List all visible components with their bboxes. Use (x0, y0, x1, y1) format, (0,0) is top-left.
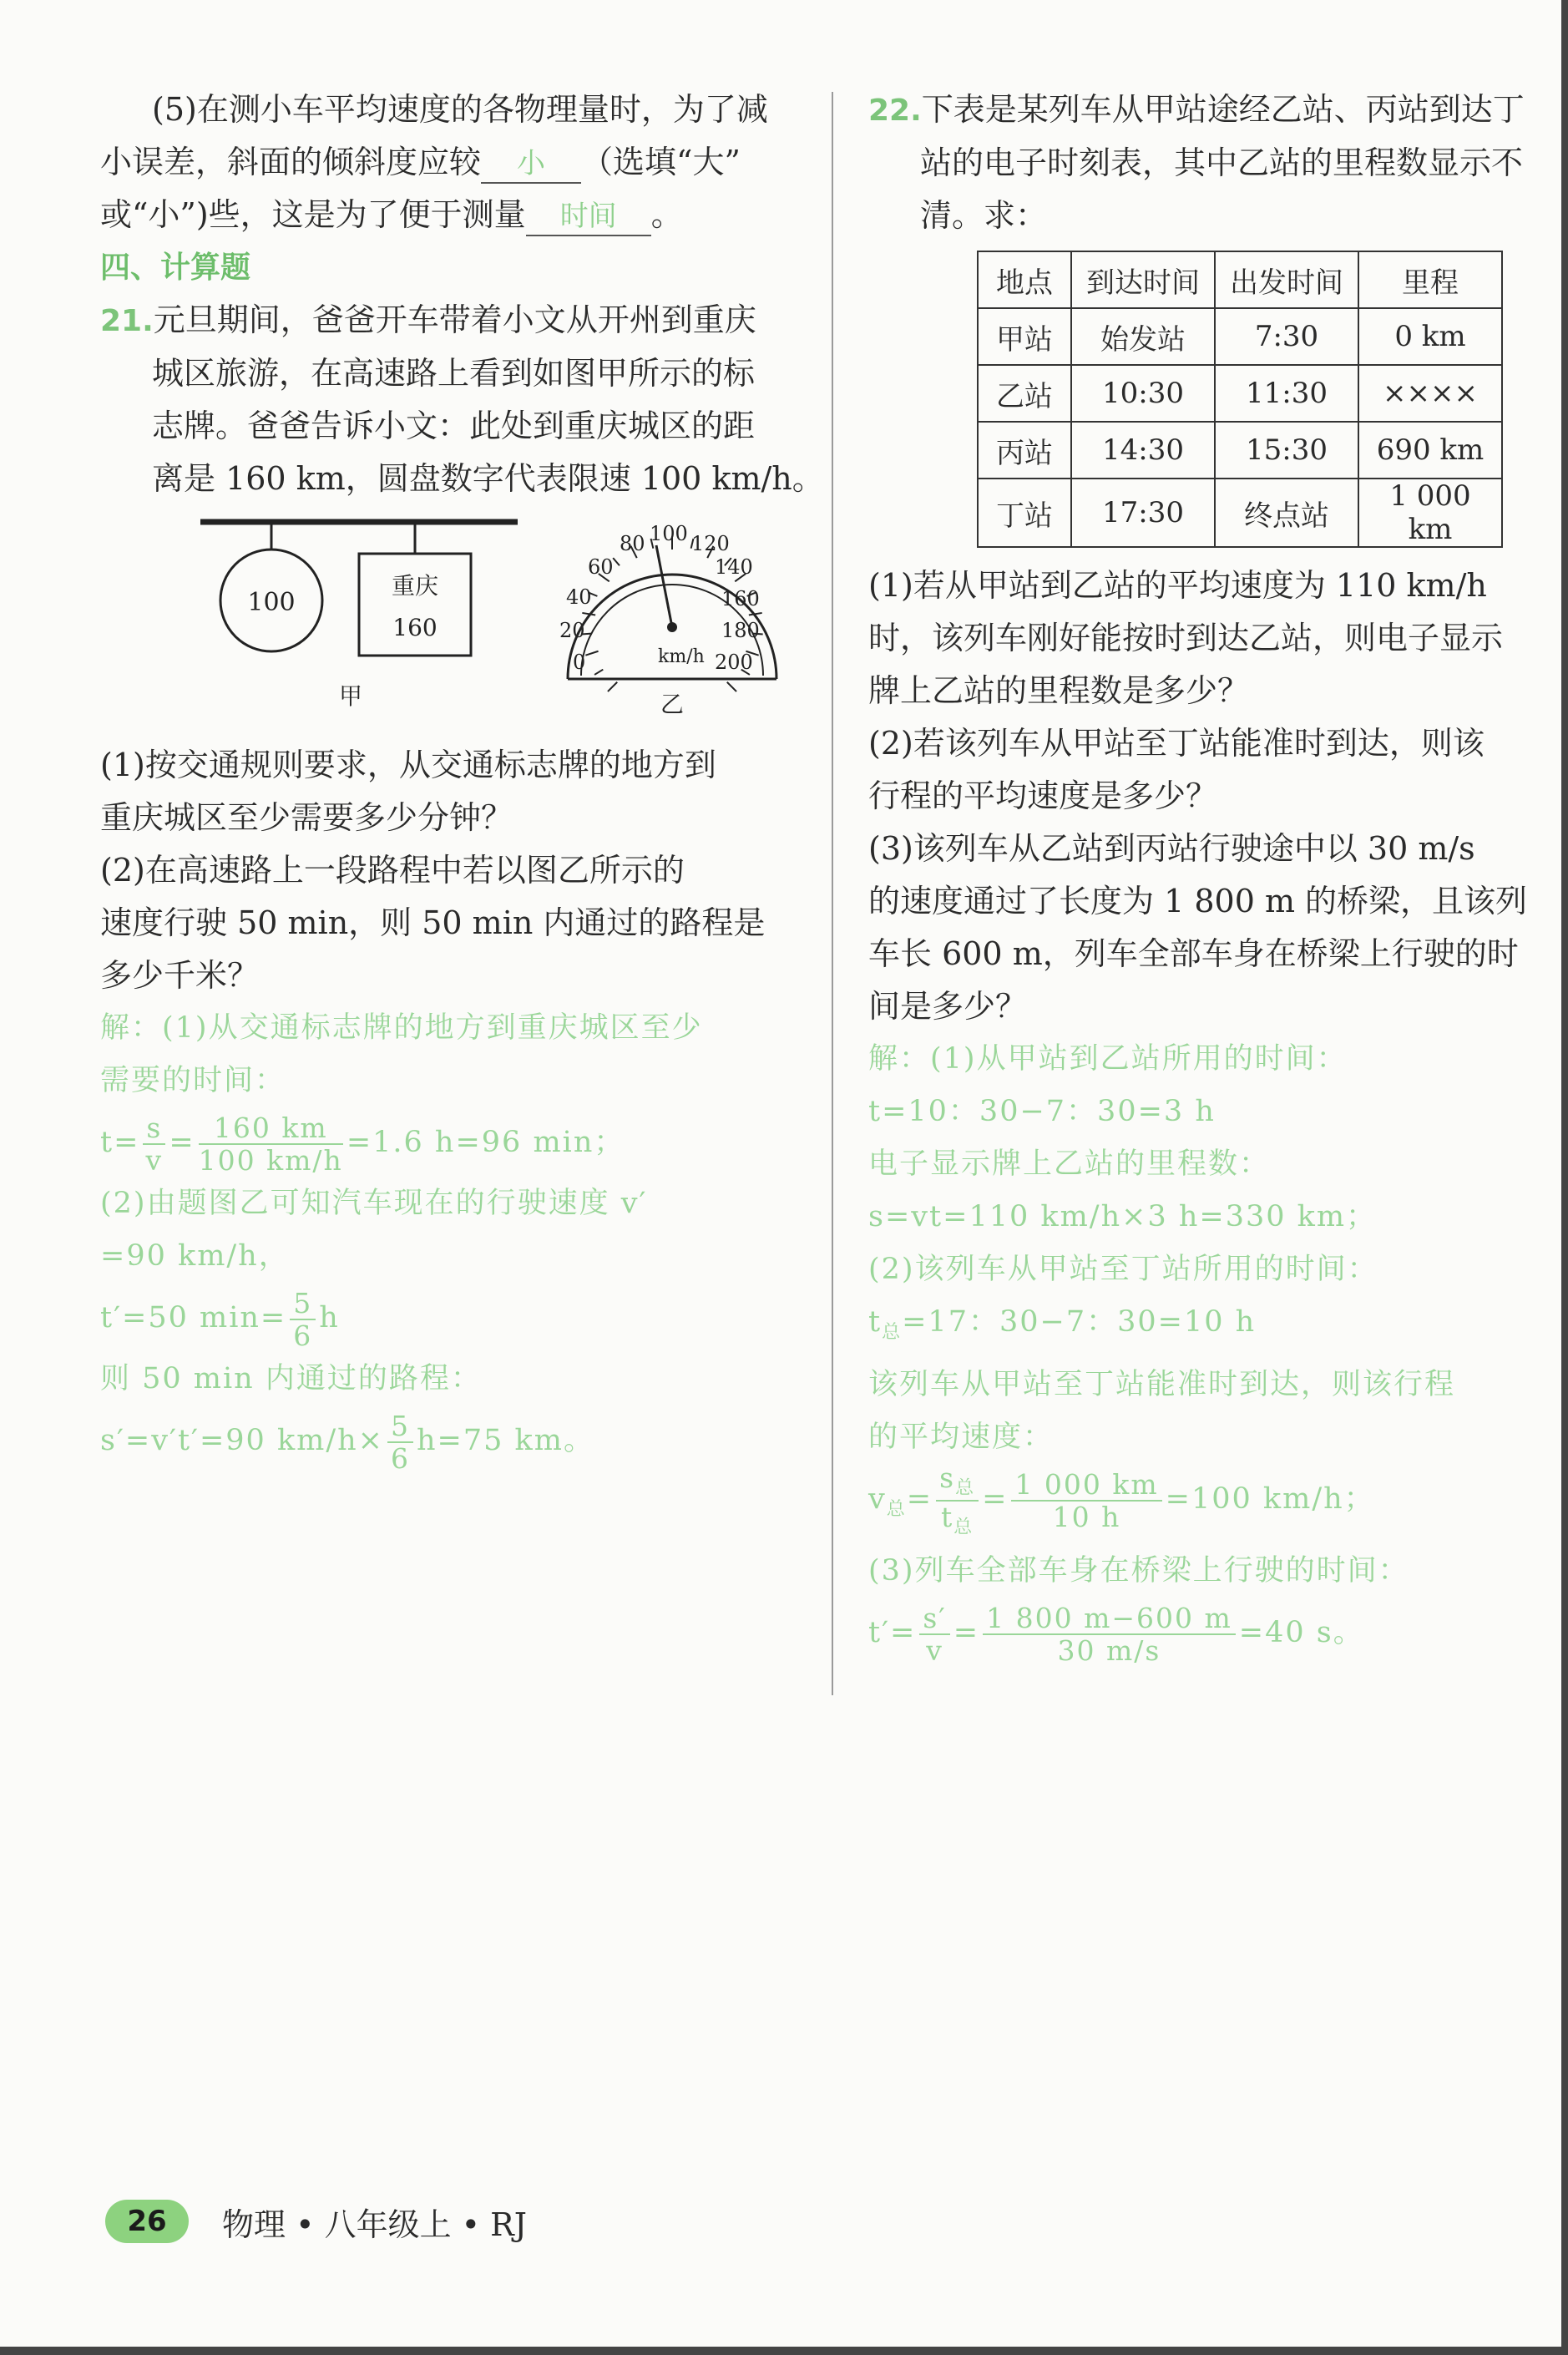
q21-answer-formula2 (100, 1283, 810, 1353)
q22-line1 (868, 84, 1568, 137)
q22-sub7: 的速度通过了长度为 1 800 m 的桥梁，且该列 (868, 883, 1528, 919)
subscript-total: 总 (882, 1322, 903, 1343)
q21-figure (100, 512, 810, 729)
q21-sub2: 重庆城区至少需要多少分钟？ (100, 799, 513, 836)
q22-sub3: 牌上乙站的里程数是多少？ (868, 672, 1250, 709)
q21-answer-line4: =90 km/h， (100, 1239, 290, 1273)
table-row (978, 422, 1502, 479)
table-cell: 乙站 (978, 365, 1071, 422)
frac-den: v (145, 1143, 164, 1177)
q22-answer-line2: t=10：30−7：30=3 h (868, 1095, 1216, 1128)
formula2-lhs: t′=50 min= (100, 1301, 287, 1334)
gauge-label-100: 100 (650, 522, 688, 545)
table-row (978, 479, 1502, 547)
gauge-label-120: 120 (691, 532, 730, 555)
table-cell: ×××× (1358, 365, 1502, 422)
q5-line3 (100, 189, 810, 241)
table-header: 地点 (978, 251, 1071, 308)
table-cell: 15:30 (1215, 422, 1358, 479)
frac-den: 6 (293, 1319, 313, 1352)
q22-answer-line4: s=vt=110 km/h×3 h=330 km； (868, 1200, 1378, 1233)
gauge-label-180: 180 (721, 619, 760, 642)
fraction-five-sixths (290, 1286, 316, 1352)
q22-answer-line8: 的平均速度： (868, 1421, 1055, 1454)
formula2-result: =40 s。 (1238, 1616, 1364, 1650)
gauge-label-40: 40 (566, 585, 592, 609)
formula-result: =100 km/h； (1165, 1482, 1375, 1517)
q5-line3-suffix: 。 (650, 196, 683, 233)
gauge-label-20: 20 (559, 619, 585, 642)
q22-answer-formula1: $v_总=$ $\frac{s_总}{t_总}$ = $\frac{1 000 km}{10 h}$ =100 km/h； (868, 1461, 1375, 1538)
q5-line2-suffix: （选填“大” (581, 144, 741, 180)
q5-line2-prefix: 小误差，斜面的倾斜度应较 (100, 144, 482, 180)
right-column (868, 84, 1568, 1668)
q22-answer-line5: (2)该列车从甲站至丁站所用的时间： (868, 1253, 1378, 1286)
frac-den: 10 h (1052, 1500, 1121, 1533)
q21-number: 21. (100, 304, 154, 338)
fraction-five-sixths (387, 1409, 413, 1475)
page-bottom-edge (0, 2347, 1568, 2355)
q21-answer-line1: 解：(1)从交通标志牌的地方到重庆城区至少 (100, 1011, 703, 1045)
table-cell: 始发站 (1071, 308, 1215, 365)
table-cell: 14:30 (1071, 422, 1215, 479)
speedometer-figure (551, 512, 793, 729)
q22-answer-line1: 解：(1)从甲站到乙站所用的时间： (868, 1042, 1348, 1076)
gauge-tick (585, 651, 598, 656)
formula2-unit: h (319, 1301, 340, 1334)
q22-sub2: 时，该列车刚好能按时到达乙站，则电子显示 (868, 620, 1504, 656)
symbol-t: t (868, 1305, 883, 1339)
q21-sub3: (2)在高速路上一段路程中若以图乙所示的 (100, 852, 685, 889)
table-header: 到达时间 (1071, 251, 1215, 308)
table-header: 出发时间 (1215, 251, 1358, 308)
gauge-label-160: 160 (721, 587, 760, 610)
frac-den: 30 m/s (1057, 1633, 1161, 1667)
q5-line3-prefix: 或“小”)些，这是为了便于测量 (100, 196, 526, 233)
formula1-result: =1.6 h=96 min； (346, 1126, 625, 1159)
traffic-sign-figure (200, 512, 518, 729)
page-footer (105, 2198, 527, 2245)
q21-answer-formula3 (100, 1405, 810, 1476)
left-column (100, 84, 824, 1476)
table-cell: 11:30 (1215, 365, 1358, 422)
q21-line3: 志牌。爸爸告诉小文：此处到重庆城区的距 (152, 408, 756, 444)
q5-line2 (100, 136, 810, 189)
gauge-tick (727, 682, 736, 691)
section-title: 四、计算题 (100, 251, 251, 285)
symbol-s: s (939, 1461, 956, 1494)
table-cell: 17:30 (1071, 479, 1215, 547)
table-cell: 1 000 km (1358, 479, 1502, 547)
frac-num: 1 000 km (1011, 1471, 1161, 1502)
table-cell: 7:30 (1215, 308, 1358, 365)
speed-limit-value: 100 (247, 588, 296, 617)
formula3-result: h=75 km。 (417, 1424, 594, 1457)
q22-answer-formula2: t′= $\frac{s'}{v}$ = $\frac{1 800 m-600 m}{30 m/s}$ =40 s。 (868, 1601, 1364, 1667)
fraction-s-over-v (919, 1601, 949, 1667)
q5-blank-answer-2: 时间 (526, 198, 651, 236)
q22-answer-line3: 电子显示牌上乙站的里程数： (868, 1147, 1271, 1181)
gauge-tick (749, 613, 762, 615)
table-cell: 终点站 (1215, 479, 1358, 547)
gauge-hub (667, 622, 677, 632)
table-cell: 丙站 (978, 422, 1071, 479)
gauge-tick (613, 558, 620, 565)
q21-sub1: (1)按交通规则要求，从交通标志牌的地方到 (100, 747, 716, 783)
q21-sub4: 速度行驶 50 min，则 50 min 内通过的路程是 (100, 904, 766, 941)
book-title: 物理 • 八年级上 • RJ (222, 2206, 527, 2243)
gauge-unit: km/h (658, 646, 705, 667)
table-header-row (978, 251, 1502, 308)
frac-num: s (143, 1114, 165, 1145)
table-cell: 0 km (1358, 308, 1502, 365)
formula1-lhs: t= (100, 1126, 140, 1159)
frac-den (936, 1502, 979, 1537)
column-divider (832, 92, 833, 1695)
answer-line6-rest: =17：30−7：30=10 h (902, 1305, 1257, 1339)
table-cell: 10:30 (1071, 365, 1215, 422)
table-header: 里程 (1358, 251, 1502, 308)
gauge-label-80: 80 (620, 532, 645, 555)
frac-num: 160 km (199, 1114, 343, 1145)
train-timetable (977, 251, 1503, 548)
q21-line1 (100, 294, 810, 347)
gauge-label-200: 200 (715, 651, 753, 674)
symbol-v: v (868, 1482, 887, 1517)
fraction-distance-over-time (1011, 1467, 1161, 1533)
q21-answer-line5: 则 50 min 内通过的路程： (100, 1362, 482, 1395)
q22-number: 22. (868, 94, 922, 128)
frac-num: 5 (387, 1412, 413, 1443)
figure-label-yi: 乙 (660, 691, 685, 718)
q22-sub6: (3)该列车从乙站到丙站行驶途中以 30 m/s (868, 830, 1475, 867)
q5-line1: (5)在测小车平均速度的各物理量时，为了减 (152, 91, 768, 128)
q22-answer-line9: (3)列车全部车身在桥梁上行驶的时间： (868, 1554, 1409, 1588)
distance-sign-km: 160 (392, 614, 438, 641)
q22-sub8: 车长 600 m，列车全部车身在桥梁上行驶的时 (868, 935, 1519, 972)
table-row (978, 365, 1502, 422)
gauge-label-60: 60 (588, 555, 614, 579)
q22-line3: 清。求： (920, 197, 1048, 234)
frac-den: v (926, 1633, 943, 1667)
subscript-total: 总 (886, 1499, 907, 1521)
gauge-tick (594, 670, 603, 675)
q22-answer-line7: 该列车从甲站至丁站能准时到达，则该行程 (868, 1368, 1456, 1401)
q22-sub5: 行程的平均速度是多少？ (868, 777, 1218, 814)
symbol-t: t (940, 1500, 954, 1533)
q22-answer-line6 (868, 1296, 1568, 1359)
gauge-label-140: 140 (715, 555, 753, 579)
q21-sub5: 多少千米？ (100, 957, 260, 994)
frac-den: 100 km/h (198, 1143, 343, 1177)
q21-answer-line2: 需要的时间： (100, 1064, 286, 1097)
gauge-tick (608, 682, 617, 691)
q21-line4: 离是 160 km，圆盘数字代表限速 100 km/h。 (152, 460, 824, 497)
page-number: 26 (105, 2200, 189, 2243)
subscript-total: 总 (953, 1517, 974, 1538)
table-row (978, 308, 1502, 365)
subscript-total: 总 (955, 1477, 976, 1499)
figure-label-jia: 甲 (338, 682, 363, 710)
gauge-label-0: 0 (573, 651, 586, 674)
formula3-lhs: s′=v′t′=90 km/h× (100, 1424, 385, 1457)
table-cell: 690 km (1358, 422, 1502, 479)
q22-sub4: (2)若该列车从甲站至丁站能准时到达，则该 (868, 725, 1485, 762)
q21-answer-line3: (2)由题图乙可知汽车现在的行驶速度 v′ (100, 1187, 648, 1220)
frac-num: 1 800 m−600 m (983, 1604, 1236, 1635)
formula1-eq: = (169, 1126, 195, 1159)
frac-num: 5 (290, 1289, 316, 1320)
fraction-distance-over-speed (198, 1111, 343, 1177)
q5-blank-answer-1: 小 (481, 145, 581, 184)
table-cell: 甲站 (978, 308, 1071, 365)
distance-sign-city: 重庆 (391, 572, 439, 600)
formula2-lhs: t′= (868, 1616, 917, 1650)
fraction-s-total-over-t-total (936, 1461, 979, 1538)
q22-text-1: 下表是某列车从甲站途经乙站、丙站到达丁 (921, 91, 1525, 128)
q22-sub9: 间是多少？ (868, 988, 1028, 1025)
q21-text-1: 元旦期间，爸爸开车带着小文从开州到重庆 (153, 301, 756, 338)
frac-num (936, 1461, 979, 1502)
frac-num: s′ (919, 1604, 949, 1635)
q22-line2: 站的电子时刻表，其中乙站的里程数显示不 (920, 144, 1524, 181)
q22-sub1: (1)若从甲站到乙站的平均速度为 110 km/h (868, 567, 1487, 604)
gauge-tick (582, 613, 595, 615)
frac-den: 6 (391, 1441, 411, 1475)
fraction-s-over-v (143, 1111, 165, 1177)
q21-answer-formula1 (100, 1107, 810, 1178)
q21-line2: 城区旅游，在高速路上看到如图甲所示的标 (152, 355, 756, 392)
table-cell: 丁站 (978, 479, 1071, 547)
